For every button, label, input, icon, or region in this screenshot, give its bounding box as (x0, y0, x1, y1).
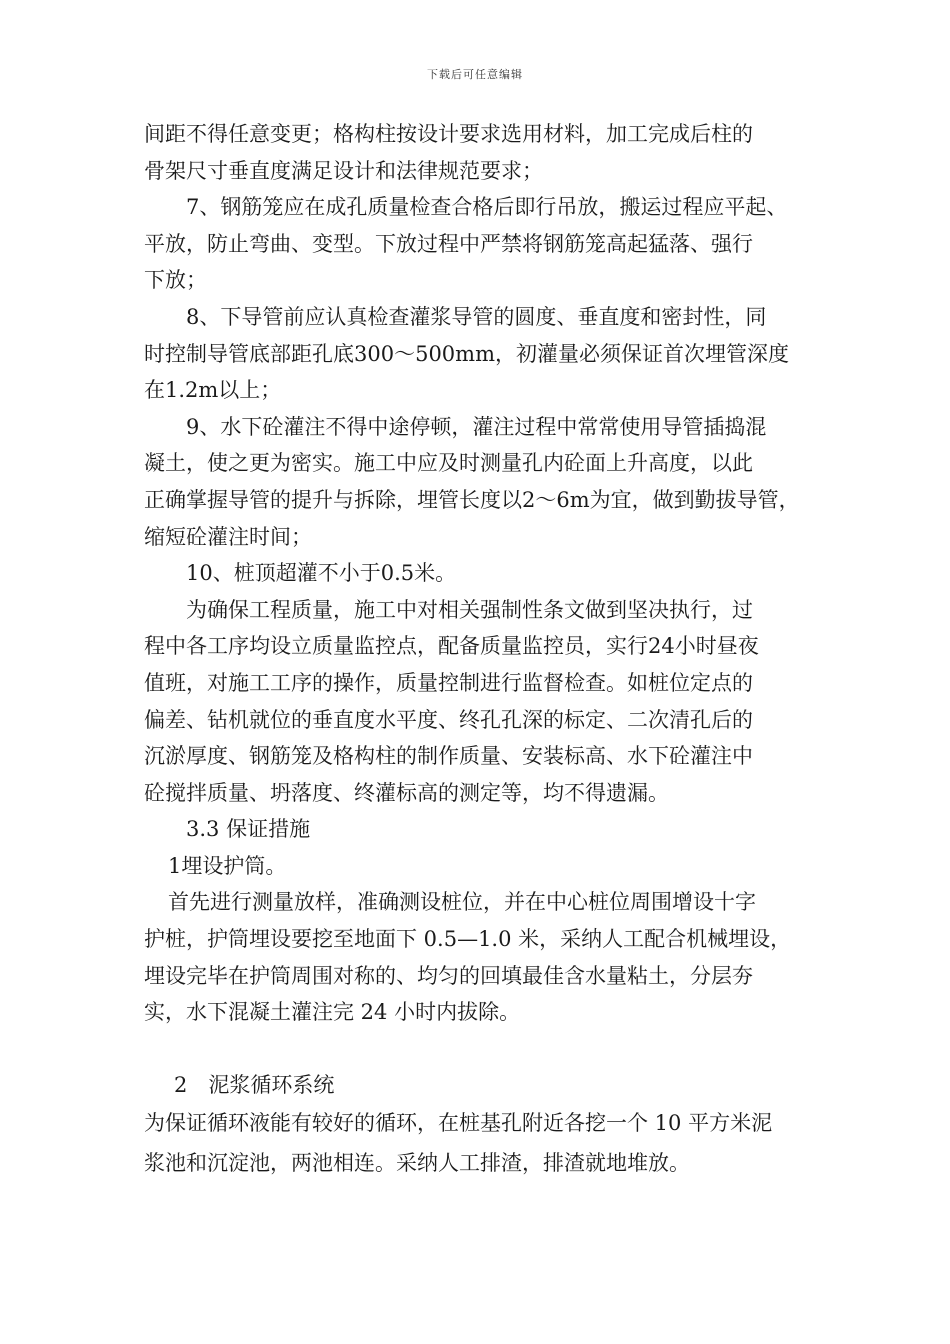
text-line: 间距不得任意变更；格构柱按设计要求选用材料，加工完成后柱的 (144, 122, 753, 146)
text-line: 埋设完毕在护筒周围对称的、均匀的回填最佳含水量粘土，分层夯 (144, 963, 753, 988)
text-line: 偏差、钻机就位的垂直度水平度、终孔孔深的标定、二次清孔后的 (144, 707, 753, 732)
document-body (144, 116, 820, 1183)
text-line: 程中各工序均设立质量监控点，配备质量监控员，实行24小时昼夜 (144, 634, 759, 659)
text-line: 值班，对施工工序的操作，质量控制进行监督检查。如桩位定点的 (144, 670, 753, 695)
list-item-8: 8、下导管前应认真检查灌浆导管的圆度、垂直度和密封性，同 (186, 304, 767, 329)
text-line: 正确掌握导管的提升与拆除，埋管长度以2～6m为宜，做到勤拔导管， (144, 487, 800, 512)
text-line: 实，水下混凝土灌注完 24 小时内拔除。 (144, 1000, 521, 1025)
subsection-heading-2: 2 泥浆循环系统 (174, 1072, 335, 1097)
paragraph-quality-start: 为确保工程质量，施工中对相关强制性条文做到坚决执行，过 (186, 597, 753, 622)
section-heading-3-3: 3.3 保证措施 (186, 817, 311, 842)
paragraph-spacer (144, 1031, 820, 1067)
text-line: 凝土，使之更为密实。施工中应及时测量孔内砼面上升高度，以此 (144, 451, 753, 476)
text-line: 沉淤厚度、钢筋笼及格构柱的制作质量、安装标高、水下砼灌注中 (144, 744, 753, 769)
text-line: 缩短砼灌注时间； (144, 524, 312, 549)
text-line: 骨架尺寸垂直度满足设计和法律规范要求； (144, 158, 543, 183)
list-item-10: 10、桩顶超灌不小于0.5米。 (186, 561, 457, 586)
text-line: 下放； (144, 268, 207, 293)
text-line: 平放，防止弯曲、变型。下放过程中严禁将钢筋笼高起猛落、强行 (144, 231, 753, 256)
text-line: 护桩，护筒埋设要挖至地面下 0.5—1.0 米，采纳人工配合机械埋设， (144, 927, 792, 952)
text-line: 在1.2m以上； (144, 378, 282, 403)
list-item-7: 7、钢筋笼应在成孔质量检查合格后即行吊放，搬运过程应平起、 (186, 195, 788, 220)
page-header: 下载后可任意编辑 (427, 68, 523, 81)
text-line: 砼搅拌质量、坍落度、终灌标高的测定等，均不得遗漏。 (144, 780, 669, 805)
text-line: 为保证循环液能有较好的循环，在桩基孔附近各挖一个 10 平方米泥 (144, 1111, 773, 1136)
text-line: 时控制导管底部距孔底300～500mm，初灌量必须保证首次埋管深度 (144, 341, 789, 366)
list-item-9: 9、水下砼灌注不得中途停顿，灌注过程中常常使用导管插捣混 (186, 414, 767, 439)
text-line: 浆池和沉淀池，两池相连。采纳人工排渣，排渣就地堆放。 (144, 1151, 690, 1176)
paragraph-casing-start: 首先进行测量放样，准确测设桩位，并在中心桩位周围增设十字 (168, 890, 756, 915)
subsection-heading-1: 1埋设护筒。 (168, 853, 287, 878)
